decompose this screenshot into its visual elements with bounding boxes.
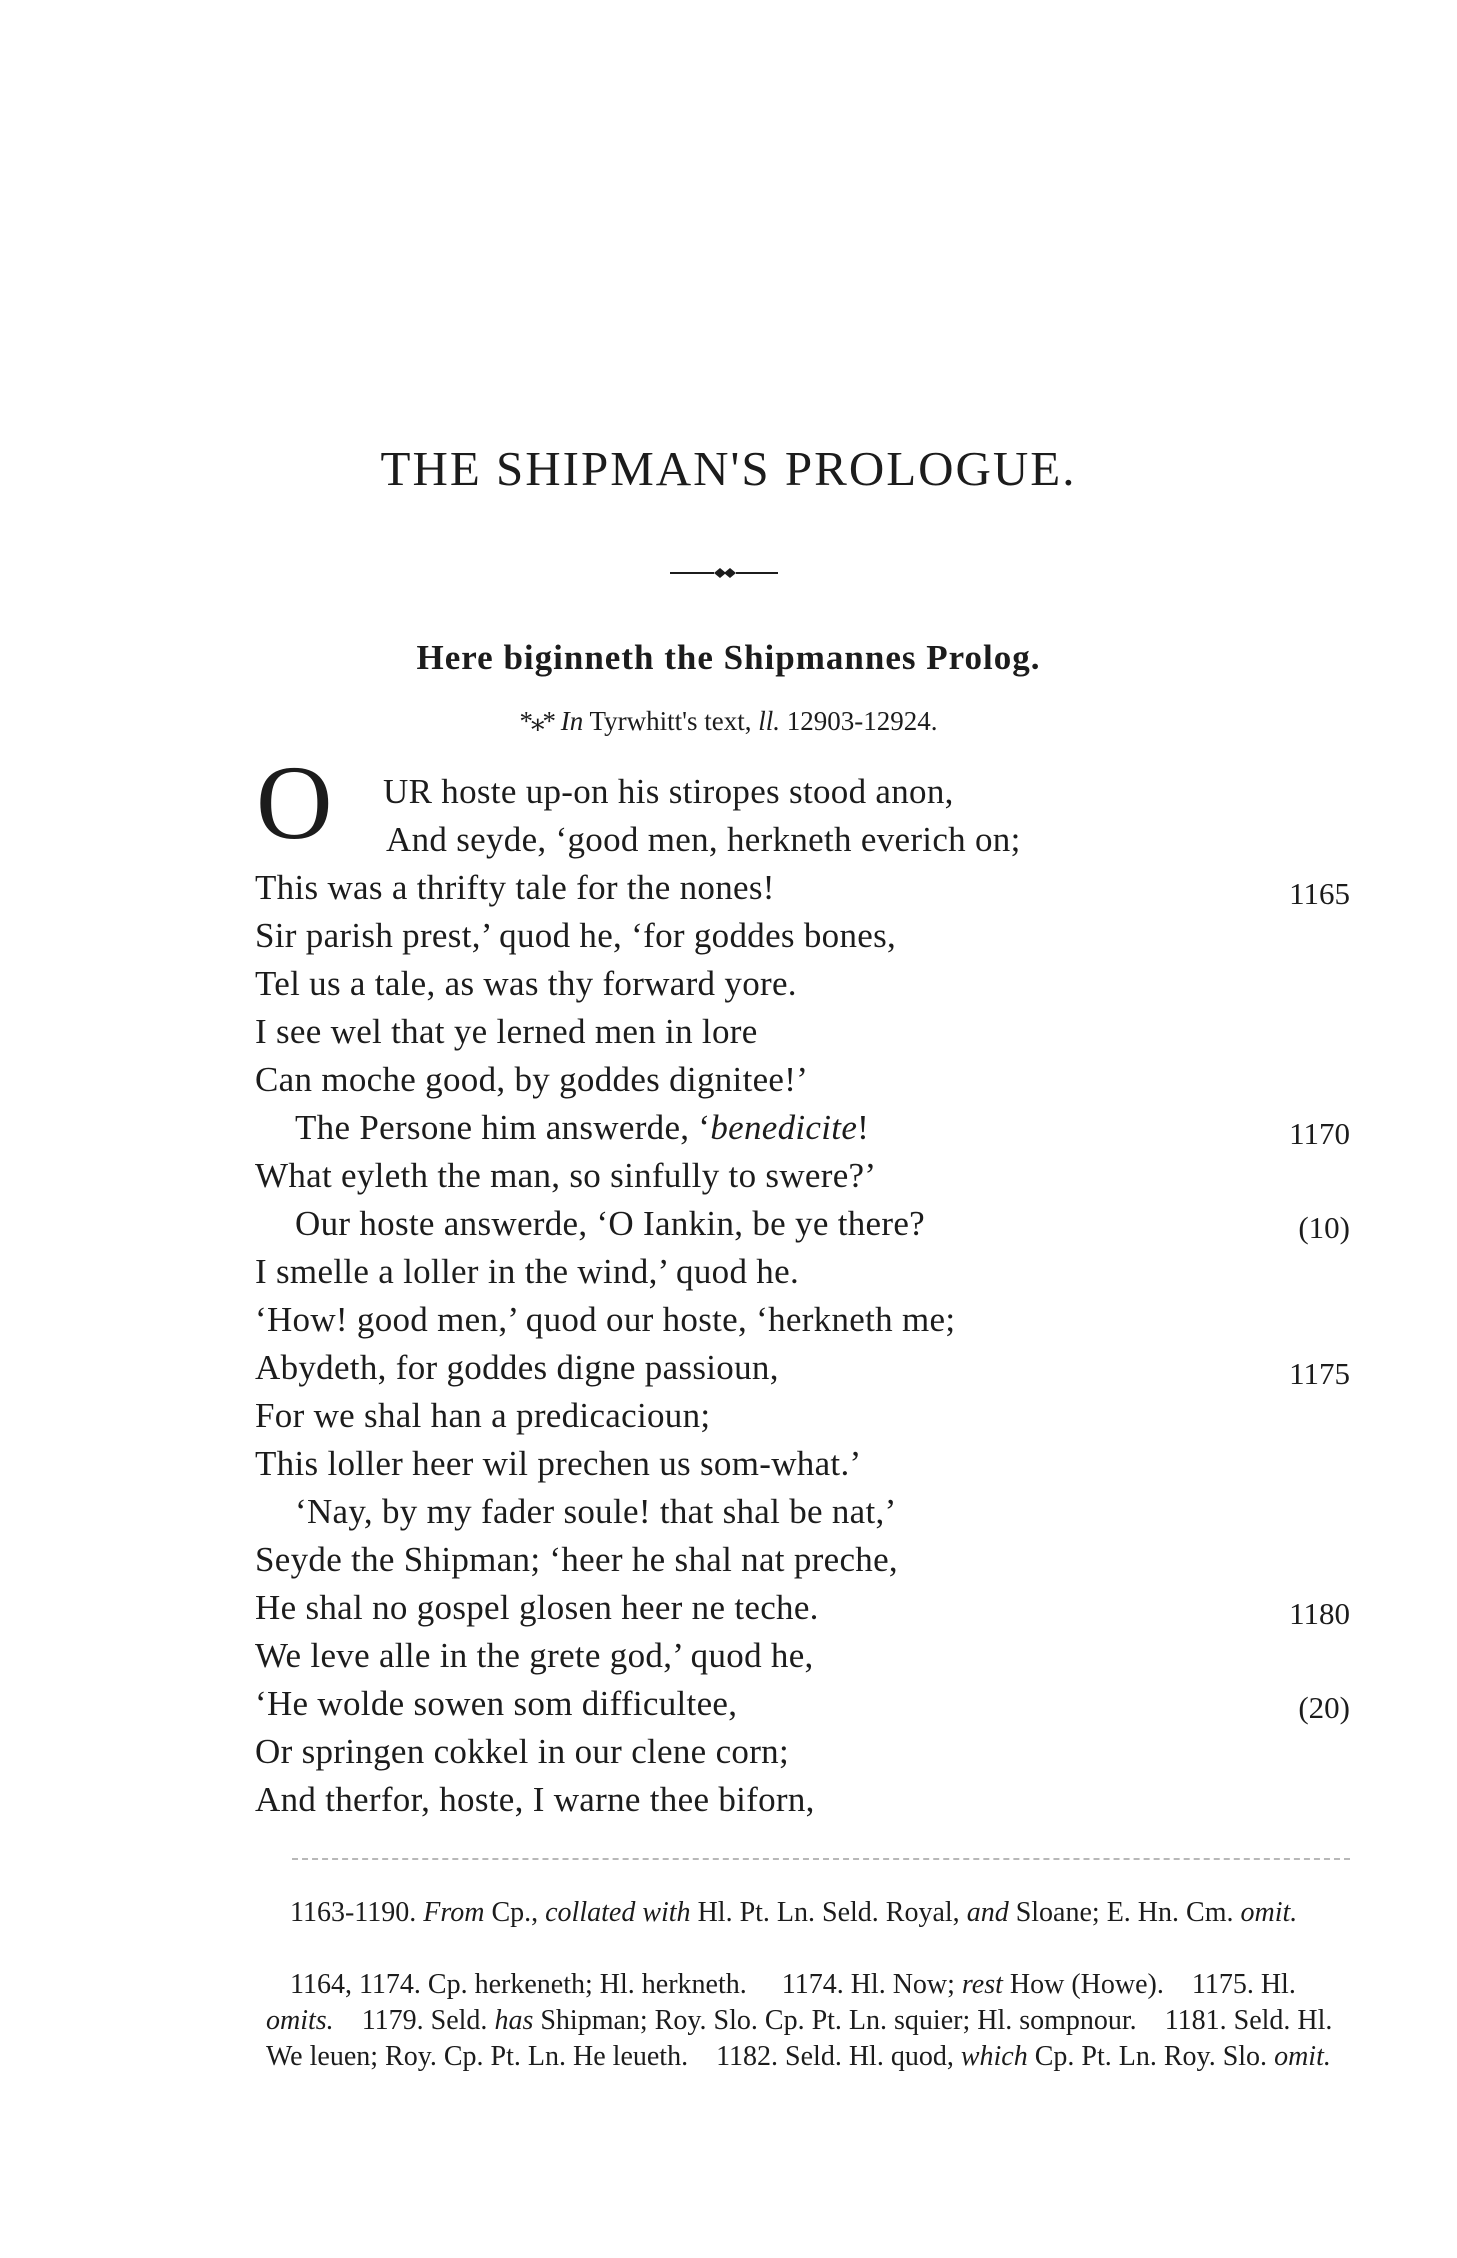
verse-italic: benedicite bbox=[710, 1108, 858, 1147]
verse-line: Or springen cokkel in our clene corn; bbox=[255, 1732, 789, 1771]
section-heading: Here biginneth the Shipmannes Prolog. bbox=[416, 638, 1041, 677]
line-number: 1180 bbox=[1289, 1596, 1350, 1631]
verse-line: Our hoste answerde, ‘O Iankin, be ye there? bbox=[295, 1204, 926, 1243]
verse-line: We leve alle in the grete god,’ quod he, bbox=[255, 1636, 814, 1675]
note-text: 1164, 1174. Cp. herkeneth; Hl. herkneth. bbox=[290, 1969, 747, 2000]
verse-line: Abydeth, for goddes digne passioun, bbox=[255, 1348, 779, 1387]
footnote bbox=[266, 1895, 1348, 1931]
verse-line: I see wel that ye lerned men in lore bbox=[255, 1012, 758, 1051]
verse-line: For we shal han a predicacioun; bbox=[255, 1396, 711, 1435]
verse-line: I smelle a loller in the wind,’ quod he. bbox=[255, 1252, 799, 1291]
page-title: THE SHIPMAN'S PROLOGUE. bbox=[380, 441, 1077, 496]
note-italic: has bbox=[494, 2005, 534, 2036]
verse-text: ! bbox=[857, 1108, 870, 1147]
verse-line: And seyde, ‘good men, herkneth everich on; bbox=[386, 820, 1021, 859]
verse-line: Seyde the Shipman; ‘heer he shal nat preche, bbox=[255, 1540, 898, 1579]
verse-line: ‘Nay, by my fader soule! that shal be nat,’ bbox=[295, 1492, 897, 1531]
footnote bbox=[266, 1967, 1348, 2075]
note-italic: omit. bbox=[1274, 2041, 1331, 2072]
note-text: Cp., bbox=[491, 1897, 539, 1928]
verse-line: And therfor, hoste, I warne thee biforn, bbox=[255, 1780, 815, 1819]
note-text: How (Howe). bbox=[1009, 1969, 1164, 2000]
note-italic: omit. bbox=[1240, 1897, 1298, 1928]
verse-line: Tel us a tale, as was thy forward yore. bbox=[255, 964, 797, 1003]
line-number: 1175 bbox=[1289, 1356, 1350, 1391]
verse-line: ‘How! good men,’ quod our hoste, ‘herkneth me; bbox=[255, 1300, 956, 1339]
verse-line: He shal no gospel glosen heer ne teche. bbox=[255, 1588, 819, 1627]
line-number: 1165 bbox=[1289, 876, 1350, 911]
reference-line bbox=[0, 706, 1457, 737]
note-text: Shipman; Roy. Slo. Cp. Pt. Ln. squier; Hl. sompnour. bbox=[540, 2005, 1137, 2036]
verse-line: What eyleth the man, so sinfully to swere?’ bbox=[255, 1156, 877, 1195]
ornamental-rule-icon bbox=[670, 566, 778, 580]
note-italic: which bbox=[960, 2041, 1028, 2072]
drop-cap: O bbox=[256, 744, 333, 861]
note-range: 1163-1190. bbox=[290, 1897, 417, 1928]
ref-text: Tyrwhitt's text, bbox=[589, 706, 752, 736]
verse-line: This loller heer wil prechen us som-what.’ bbox=[255, 1444, 862, 1483]
note-text: Cp. Pt. Ln. Roy. Slo. bbox=[1034, 2041, 1268, 2072]
note-italic: omits. bbox=[266, 2005, 334, 2036]
verse-line: Sir parish prest,’ quod he, ‘for goddes bones, bbox=[255, 916, 897, 955]
verse-line: ‘He wolde sowen som difficultee, bbox=[255, 1684, 738, 1723]
note-text: 1179. Seld. bbox=[361, 2005, 488, 2036]
note-text: Hl. Pt. Ln. Seld. Royal, bbox=[697, 1897, 960, 1928]
note-text: 1175. Hl. bbox=[1191, 1969, 1296, 2000]
line-number: 1170 bbox=[1289, 1116, 1350, 1151]
note-italic: From bbox=[423, 1897, 485, 1928]
note-text: Sloane; bbox=[1015, 1897, 1100, 1928]
note-text: E. Hn. Cm. bbox=[1106, 1897, 1234, 1928]
ref-range: 12903-12924. bbox=[786, 706, 938, 736]
note-text: 1182. Seld. Hl. quod, bbox=[716, 2041, 954, 2072]
note-italic: collated with bbox=[545, 1897, 691, 1928]
verse-line: Can moche good, by goddes dignitee!’ bbox=[255, 1060, 809, 1099]
ref-in: In bbox=[560, 706, 584, 736]
note-text: 1174. Hl. Now; bbox=[781, 1969, 955, 2000]
verse-line bbox=[295, 1108, 869, 1156]
footnote-divider bbox=[292, 1858, 1350, 1860]
verse-line: This was a thrifty tale for the nones! bbox=[255, 868, 775, 907]
verse-line: UR hoste up-on his stiropes stood anon, bbox=[383, 772, 954, 811]
note-text: 1181. Seld. Hl. We leuen; Roy. Cp. Pt. Ln. He leueth. bbox=[266, 2005, 1333, 2072]
ref-ll: ll. bbox=[758, 706, 780, 736]
asterism: *⁎* bbox=[519, 706, 554, 736]
note-italic: rest bbox=[961, 1969, 1003, 2000]
line-number: (20) bbox=[1298, 1690, 1350, 1725]
note-italic: and bbox=[966, 1897, 1009, 1928]
line-number: (10) bbox=[1298, 1210, 1350, 1245]
verse-text: The Persone him answerde, ‘ bbox=[295, 1108, 711, 1147]
